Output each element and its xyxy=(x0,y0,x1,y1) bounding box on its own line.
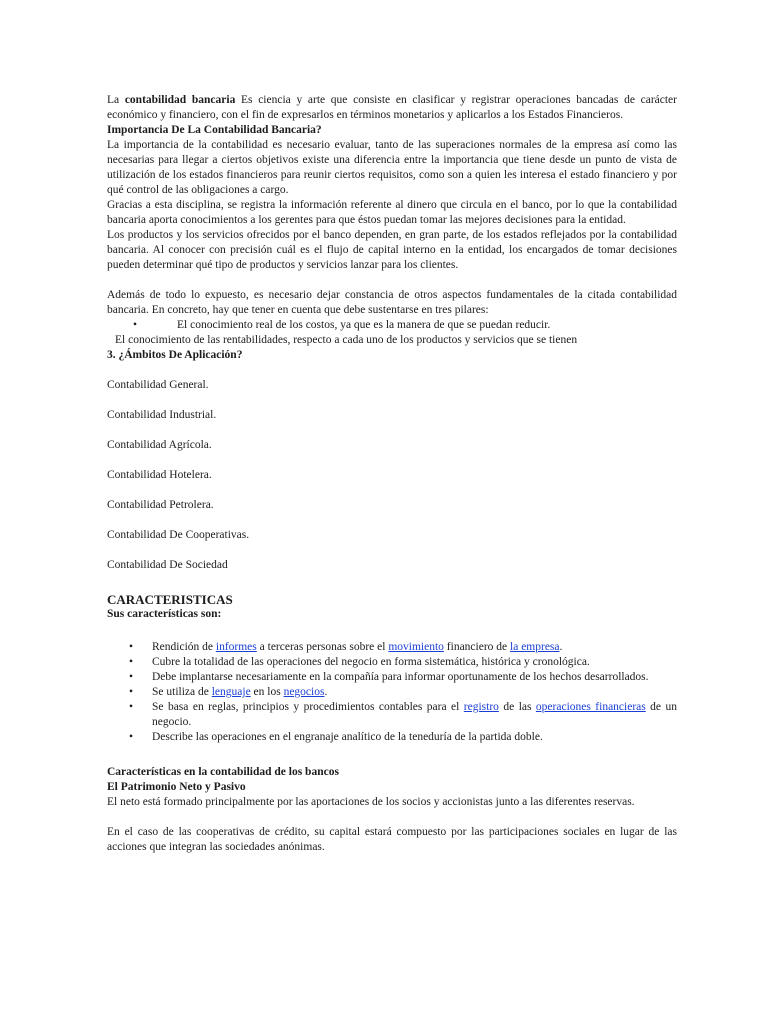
ambitos-heading: 3. ¿Ámbitos De Aplicación? xyxy=(107,349,243,361)
caracteristicas-list xyxy=(107,640,677,745)
list-item: • Se basa en reglas, principios y procedimientos contables para el registro de las operaciones financieras de un negocio. xyxy=(107,700,677,730)
intro-pre: La xyxy=(107,94,125,106)
importancia-paragraph-3: Los productos y los servicios ofrecidos por el banco dependen, en gran parte, de los estados reflejados por la contabilidad bancaria. Al conocer con precisión cuál es el flujo de capital interno en la entidad, los encargados de tomar decisiones pueden determinar qué tipo de productos y servicios lanzar para los clientes. xyxy=(107,229,677,271)
bancos-paragraph-2: En el caso de las cooperativas de crédito, su capital estará compuesto por las participaciones sociales en lugar de las acciones que integran las sociedades anónimas. xyxy=(107,826,677,853)
la-empresa-link[interactable]: la empresa xyxy=(510,641,560,653)
list-item: Contabilidad De Cooperativas. xyxy=(107,529,250,541)
list-item: • El conocimiento real de los costos, ya que es la manera de que se puedan reducir. xyxy=(107,318,677,333)
intro-paragraph xyxy=(107,93,677,123)
list-item: • Describe las operaciones en el engranaje analítico de la teneduría de la partida doble. xyxy=(107,730,677,745)
list-item: Contabilidad Petrolera. xyxy=(107,499,214,511)
registro-link[interactable]: registro xyxy=(463,701,499,713)
importancia-paragraph-2: Gracias a esta disciplina, se registra la información referente al dinero que circula en el banco, por lo que la contabilidad bancaria aporta conocimientos a los gerentes para que éstos puedan tomar las mejores decisiones para la entidad. xyxy=(107,199,677,226)
ambitos-list xyxy=(107,363,677,573)
list-item: Contabilidad General. xyxy=(107,379,209,391)
operaciones-financieras-link[interactable]: operaciones financieras xyxy=(535,701,646,713)
negocios-link[interactable]: negocios xyxy=(283,686,325,698)
list-item: Contabilidad Agrícola. xyxy=(107,439,212,451)
spacer xyxy=(107,273,677,288)
intro-text: Es ciencia y arte que consiste en clasificar y registrar operaciones bancadas de carácter económico y financiero, con el fin de expresarlos en términos monetarios y aplicarlos a los Estados Financieros. xyxy=(107,94,677,121)
informes-link[interactable]: informes xyxy=(215,641,257,653)
bancos-heading: Características en la contabilidad de los bancos xyxy=(107,766,339,778)
document-body xyxy=(107,93,677,855)
importancia-paragraph-5: El conocimiento de las rentabilidades, respecto a cada uno de los productos y servicios que se tienen xyxy=(115,334,578,346)
movimiento-link[interactable]: movimiento xyxy=(388,641,444,653)
caracteristicas-subheading: Sus características son: xyxy=(107,608,222,620)
list-item: Contabilidad De Sociedad xyxy=(107,559,228,571)
pilares-list xyxy=(107,318,677,333)
intro-term: contabilidad bancaria xyxy=(124,94,236,106)
list-item: • Rendición de informes a terceras personas sobre el movimiento financiero de la empresa. xyxy=(107,640,677,655)
list-item: Contabilidad Industrial. xyxy=(107,409,217,421)
list-item: Contabilidad Hotelera. xyxy=(107,469,212,481)
caracteristicas-heading: CARACTERISTICAS xyxy=(107,592,233,607)
list-item: • Debe implantarse necesariamente en la compañía para informar oportunamente de los hechos desarrollados. xyxy=(107,670,677,685)
list-item: • Cubre la totalidad de las operaciones del negocio en forma sistemática, histórica y cronológica. xyxy=(107,655,677,670)
importancia-paragraph-4: Además de todo lo expuesto, es necesario dejar constancia de otros aspectos fundamentales de la citada contabilidad bancaria. En concreto, hay que tener en cuenta que debe sustentarse en tres pilares: xyxy=(107,289,677,316)
lenguaje-link[interactable]: lenguaje xyxy=(211,686,251,698)
importancia-paragraph-1: La importancia de la contabilidad es necesario evaluar, tanto de las superaciones normales de la empresa así como las necesarias para llegar a ciertos objetivos existe una diferencia entre la importancia que tiene desde un punto de vista de utilización de los estados financieros para reunir ciertos requisitos, como son a quien les interesa el estado financiero y por qué control de las obligaciones a cargo. xyxy=(107,139,677,196)
patrimonio-heading: El Patrimonio Neto y Pasivo xyxy=(107,781,246,793)
importancia-heading: Importancia De La Contabilidad Bancaria? xyxy=(107,124,322,136)
bancos-paragraph-1: El neto está formado principalmente por las aportaciones de los socios y accionistas junto a las diferentes reservas. xyxy=(107,796,635,808)
list-item: • Se utiliza de lenguaje en los negocios. xyxy=(107,685,677,700)
